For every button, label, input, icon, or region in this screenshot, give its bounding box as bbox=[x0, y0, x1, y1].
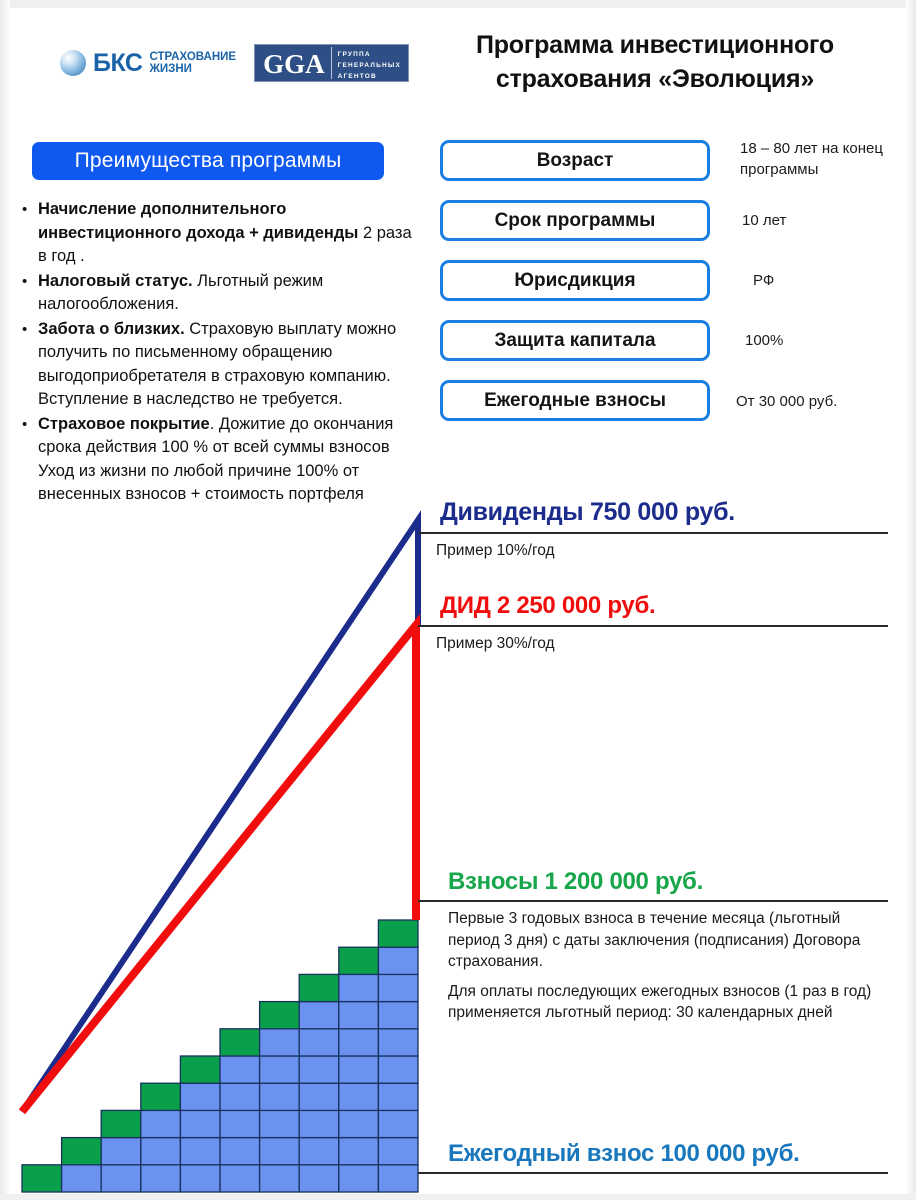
accumulated-block bbox=[378, 1029, 418, 1056]
band-note-contributions-p1: Первые 3 годовых взноса в течение месяца (льготный период 3 дня) с даты заключения (подписания) Договора страхования. bbox=[448, 910, 861, 970]
accumulated-block bbox=[141, 1110, 181, 1137]
accumulated-block bbox=[339, 1138, 379, 1165]
bks-logo-sub bbox=[149, 51, 236, 75]
parameter-label-jurisdiction[interactable]: Юрисдикция bbox=[440, 260, 710, 301]
accumulated-block bbox=[339, 1002, 379, 1029]
new-contribution-block bbox=[378, 920, 418, 947]
parameter-label-capital-protection[interactable]: Защита капитала bbox=[440, 320, 710, 361]
accumulated-block bbox=[101, 1138, 141, 1165]
parameter-value-age: 18 – 80 лет на конец программы bbox=[740, 140, 883, 178]
parameter-row-annual-fees bbox=[440, 380, 910, 440]
accumulated-block bbox=[339, 1029, 379, 1056]
parameter-row-term bbox=[440, 200, 910, 260]
accumulated-block bbox=[378, 1165, 418, 1192]
accumulated-block bbox=[339, 1056, 379, 1083]
accumulated-block bbox=[378, 974, 418, 1001]
accumulated-block bbox=[339, 1165, 379, 1192]
band-note-did bbox=[418, 627, 888, 655]
accumulated-block bbox=[339, 1083, 379, 1110]
new-contribution-block bbox=[339, 947, 379, 974]
gga-logo-main: GGA bbox=[257, 47, 332, 79]
accumulated-block bbox=[220, 1138, 260, 1165]
new-contribution-block bbox=[22, 1165, 62, 1192]
accumulated-block bbox=[339, 974, 379, 1001]
bks-logo-sub-line1: СТРАХОВАНИЕ bbox=[149, 51, 237, 63]
accumulated-block bbox=[260, 1165, 300, 1192]
new-contribution-block bbox=[299, 974, 339, 1001]
accumulated-block bbox=[378, 1083, 418, 1110]
new-contribution-block bbox=[141, 1083, 181, 1110]
accumulated-block bbox=[180, 1165, 220, 1192]
band-note-dividends-wrap bbox=[418, 534, 888, 564]
accumulated-block bbox=[339, 1110, 379, 1137]
accumulated-block bbox=[220, 1165, 260, 1192]
accumulated-block bbox=[378, 1138, 418, 1165]
accumulated-block bbox=[180, 1083, 220, 1110]
parameter-value-term: 10 лет bbox=[742, 212, 787, 229]
bks-logo-main: БКС bbox=[93, 48, 143, 77]
parameter-label-term[interactable]: Срок программы bbox=[440, 200, 710, 241]
accumulated-block bbox=[378, 1110, 418, 1137]
bullet-icon: • bbox=[22, 201, 28, 218]
gga-logo-sub-line2: ГЕНЕРАЛЬНЫХ bbox=[337, 62, 401, 69]
accumulated-block bbox=[299, 1138, 339, 1165]
band-title-did: ДИД 2 250 000 руб. bbox=[440, 592, 656, 619]
new-contribution-block bbox=[220, 1029, 260, 1056]
band-rule-annual bbox=[418, 1172, 888, 1174]
accumulated-block bbox=[220, 1083, 260, 1110]
band-note-contributions-wrap bbox=[418, 902, 888, 1026]
new-contribution-block bbox=[180, 1056, 220, 1083]
advantages-banner: Преимущества программы bbox=[32, 142, 384, 180]
parameter-label-annual-fees[interactable]: Ежегодные взносы bbox=[440, 380, 710, 421]
accumulated-block bbox=[378, 1002, 418, 1029]
accumulated-block bbox=[260, 1110, 300, 1137]
accumulated-block bbox=[260, 1083, 300, 1110]
accumulated-block bbox=[101, 1165, 141, 1192]
band-did bbox=[418, 592, 888, 620]
gga-logo-sub-line3: АГЕНТОВ bbox=[337, 73, 377, 80]
accumulated-block bbox=[260, 1056, 300, 1083]
accumulated-block bbox=[180, 1110, 220, 1137]
parameter-value-jurisdiction: РФ bbox=[753, 272, 775, 289]
new-contribution-block bbox=[260, 1002, 300, 1029]
band-contributions bbox=[418, 868, 888, 896]
accumulated-block bbox=[299, 1056, 339, 1083]
band-title-annual: Ежегодный взнос 100 000 руб. bbox=[448, 1140, 800, 1167]
parameter-value-capital-protection: 100% bbox=[745, 332, 784, 349]
new-contribution-block bbox=[62, 1138, 102, 1165]
band-title-dividends: Дивиденды 750 000 руб. bbox=[440, 498, 735, 526]
bullet-icon: • bbox=[22, 320, 28, 338]
accumulated-block bbox=[141, 1165, 181, 1192]
advantage-bold: Страховое покрытие bbox=[38, 414, 210, 433]
logo-group bbox=[60, 44, 409, 82]
accumulated-block bbox=[299, 1110, 339, 1137]
accumulated-block bbox=[378, 947, 418, 974]
advantage-text bbox=[38, 270, 420, 317]
advantage-text bbox=[38, 198, 420, 269]
list-item bbox=[22, 318, 420, 412]
accumulated-block bbox=[62, 1165, 102, 1192]
band-note-did-text: Пример 30%/год bbox=[436, 635, 555, 652]
parameter-row-capital-protection bbox=[440, 320, 910, 380]
accumulated-block bbox=[180, 1138, 220, 1165]
band-title-contributions: Взносы 1 200 000 руб. bbox=[448, 868, 703, 895]
gga-logo-sub bbox=[332, 47, 406, 79]
advantage-rest: Страховую выплату можно получить по письменному обращению выгодоприобретателя в страховую компанию. Вступление в наследство не требуется. bbox=[38, 319, 397, 408]
contribution-staircase-chart bbox=[0, 480, 916, 1200]
advantages-list bbox=[22, 198, 420, 508]
page-header bbox=[0, 8, 916, 118]
list-item bbox=[22, 198, 420, 269]
page-top-band bbox=[0, 0, 916, 8]
parameter-row-jurisdiction bbox=[440, 260, 910, 320]
advantage-rest: 2 раза в год . bbox=[38, 223, 412, 265]
advantage-rest: . Дожитие до окончания срока действия 100 % от всей суммы взносов Уход из жизни по любой причине 100% от внесенных взносов + стоимость портфеля bbox=[38, 414, 394, 503]
sphere-icon bbox=[60, 50, 86, 76]
advantage-text bbox=[38, 318, 420, 412]
advantage-bold: Забота о близких. bbox=[38, 319, 185, 338]
accumulated-block bbox=[299, 1083, 339, 1110]
list-item bbox=[22, 270, 420, 317]
chart-area bbox=[0, 480, 916, 1200]
new-contribution-block bbox=[101, 1110, 141, 1137]
advantage-bold: Налоговый статус. bbox=[38, 271, 193, 290]
gga-logo bbox=[254, 44, 409, 82]
accumulated-block bbox=[299, 1029, 339, 1056]
accumulated-block bbox=[299, 1165, 339, 1192]
accumulated-block bbox=[141, 1138, 181, 1165]
accumulated-block bbox=[299, 1002, 339, 1029]
parameter-value-annual-fees: От 30 000 руб. bbox=[736, 393, 838, 410]
page-title: Программа инвестиционного страхования «Эволюция» bbox=[475, 31, 835, 93]
accumulated-block bbox=[260, 1029, 300, 1056]
accumulated-block bbox=[220, 1056, 260, 1083]
advantage-rest: Льготный режим налогообложения. bbox=[38, 271, 324, 313]
band-dividends bbox=[418, 498, 888, 527]
accumulated-block bbox=[220, 1110, 260, 1137]
band-note-did-wrap bbox=[418, 627, 888, 657]
bks-logo-sub-line2: ЖИЗНИ bbox=[149, 63, 192, 75]
accumulated-block bbox=[260, 1138, 300, 1165]
gga-logo-sub-line1: ГРУППА bbox=[337, 51, 371, 58]
band-note-dividends-text: Пример 10%/год bbox=[436, 542, 555, 559]
band-note-contributions bbox=[418, 902, 888, 1024]
band-note-contributions-p2: Для оплаты последующих ежегодных взносов (1 раз в год) применяется льготный период: 30 календарных дней bbox=[448, 982, 872, 1021]
parameter-label-age[interactable]: Возраст bbox=[440, 140, 710, 181]
accumulated-block bbox=[378, 1056, 418, 1083]
band-annual bbox=[418, 1140, 888, 1168]
band-note-dividends bbox=[418, 534, 888, 562]
parameters-panel bbox=[440, 140, 910, 440]
bullet-icon: • bbox=[22, 272, 28, 290]
bks-logo bbox=[60, 49, 236, 78]
parameter-row-age bbox=[440, 140, 910, 200]
bullet-icon: • bbox=[22, 415, 28, 433]
advantage-bold: Начисление дополнительного инвестиционного дохода + дивиденды bbox=[38, 200, 359, 242]
